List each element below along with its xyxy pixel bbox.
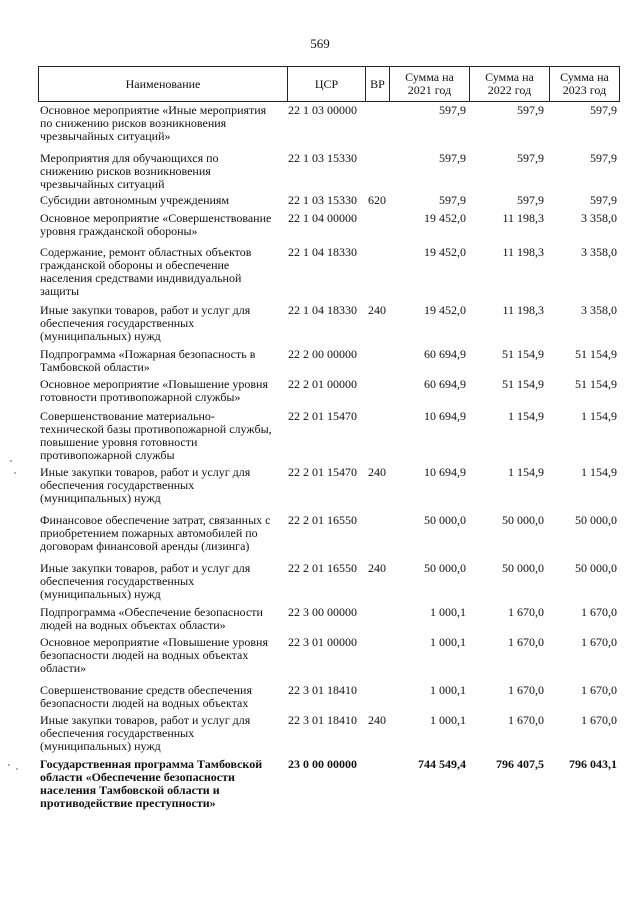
row-name-line: обеспечения государственных bbox=[40, 726, 195, 740]
row-name-line: Подпрограмма «Пожарная безопасность в bbox=[40, 347, 256, 361]
row-sum-2023: 597,9 bbox=[590, 103, 617, 117]
row-name-line: области» bbox=[40, 661, 87, 675]
row-sum-2021: 10 694,9 bbox=[424, 409, 466, 423]
header-csr: ЦСР bbox=[287, 67, 365, 101]
row-csr: 22 1 03 15330 bbox=[288, 193, 357, 207]
row-sum-2021: 19 452,0 bbox=[424, 211, 466, 225]
row-name-line: чрезвычайных ситуаций bbox=[40, 177, 165, 191]
row-csr: 22 1 03 00000 bbox=[288, 103, 357, 117]
row-sum-2021: 50 000,0 bbox=[424, 513, 466, 527]
row-name bbox=[40, 758, 280, 810]
row-name-line: (муниципальных) нужд bbox=[40, 329, 161, 343]
row-csr: 22 3 01 00000 bbox=[288, 635, 357, 649]
row-csr: 22 2 01 00000 bbox=[288, 377, 357, 391]
row-sum-2022: 597,9 bbox=[517, 103, 544, 117]
row-name-line: Содержание, ремонт областных объектов bbox=[40, 245, 252, 259]
row-sum-2021: 60 694,9 bbox=[424, 377, 466, 391]
row-name bbox=[40, 194, 280, 207]
row-vr: 620 bbox=[368, 193, 386, 207]
row-csr: 22 1 04 00000 bbox=[288, 211, 357, 225]
row-name bbox=[40, 514, 280, 553]
row-csr: 22 3 01 18410 bbox=[288, 713, 357, 727]
row-name bbox=[40, 684, 280, 710]
row-sum-2023: 3 358,0 bbox=[581, 211, 617, 225]
row-sum-2023: 50 000,0 bbox=[575, 513, 617, 527]
row-name-line: Иные закупки товаров, работ и услуг для bbox=[40, 561, 251, 575]
row-vr: 240 bbox=[368, 465, 386, 479]
row-csr: 22 1 03 15330 bbox=[288, 151, 357, 165]
row-sum-2022: 51 154,9 bbox=[502, 377, 544, 391]
row-name-line: уровня гражданской обороны» bbox=[40, 224, 198, 238]
row-sum-2021: 10 694,9 bbox=[424, 465, 466, 479]
header-year-2022 bbox=[469, 67, 549, 101]
row-sum-2022: 597,9 bbox=[517, 193, 544, 207]
row-name-line: приобретением пожарных автомобилей по bbox=[40, 526, 258, 540]
row-name bbox=[40, 410, 280, 462]
row-name-line: безопасности людей на водных объектах bbox=[40, 696, 249, 710]
row-sum-2022: 50 000,0 bbox=[502, 513, 544, 527]
row-name-line: обеспечения государственных bbox=[40, 316, 195, 330]
row-name-line: Основное мероприятие «Повышение уровня bbox=[40, 635, 268, 649]
row-name bbox=[40, 152, 280, 191]
row-sum-2023: 1 154,9 bbox=[581, 409, 617, 423]
row-name-line: области «Обеспечение безопасности bbox=[40, 770, 235, 784]
header-year-2023-line1: Сумма на bbox=[560, 70, 609, 84]
row-name-line: Основное мероприятие «Повышение уровня bbox=[40, 377, 268, 391]
row-name-line: Основное мероприятие «Совершенствование bbox=[40, 211, 272, 225]
header-year-2021-line1: Сумма на bbox=[405, 70, 454, 84]
row-name-line: Финансовое обеспечение затрат, связанных с bbox=[40, 513, 271, 527]
row-sum-2023: 51 154,9 bbox=[575, 347, 617, 361]
row-sum-2023: 3 358,0 bbox=[581, 245, 617, 259]
row-name-line: защиты bbox=[40, 284, 80, 298]
row-sum-2021: 60 694,9 bbox=[424, 347, 466, 361]
table-header bbox=[38, 66, 620, 102]
row-sum-2023: 1 670,0 bbox=[581, 713, 617, 727]
row-csr: 22 1 04 18330 bbox=[288, 245, 357, 259]
row-name-line: Подпрограмма «Обеспечение безопасности bbox=[40, 605, 263, 619]
scan-speck bbox=[16, 768, 18, 770]
scan-speck bbox=[10, 460, 12, 462]
row-name bbox=[40, 714, 280, 753]
row-name-line: Совершенствование средств обеспечения bbox=[40, 683, 252, 697]
row-sum-2023: 1 670,0 bbox=[581, 635, 617, 649]
row-name bbox=[40, 246, 280, 298]
row-sum-2022: 1 670,0 bbox=[508, 605, 544, 619]
row-name-line: (муниципальных) нужд bbox=[40, 491, 161, 505]
row-name-line: по снижению рисков возникновения bbox=[40, 116, 227, 130]
row-name bbox=[40, 212, 280, 238]
row-csr: 22 3 00 00000 bbox=[288, 605, 357, 619]
row-csr: 22 2 01 16550 bbox=[288, 513, 357, 527]
row-csr: 22 2 01 16550 bbox=[288, 561, 357, 575]
row-name-line: безопасности людей на водных объектах bbox=[40, 648, 249, 662]
row-name-line: снижению рисков возникновения bbox=[40, 164, 211, 178]
row-name-line: договорам финансовой аренды (лизинга) bbox=[40, 539, 250, 553]
row-csr: 22 2 01 15470 bbox=[288, 409, 357, 423]
row-sum-2023: 3 358,0 bbox=[581, 303, 617, 317]
row-vr: 240 bbox=[368, 303, 386, 317]
row-sum-2023: 1 670,0 bbox=[581, 605, 617, 619]
row-csr: 22 2 01 15470 bbox=[288, 465, 357, 479]
row-name-line: людей на водных объектах области» bbox=[40, 618, 226, 632]
header-year-2023-line2: 2023 год bbox=[562, 83, 607, 97]
header-year-2022-line2: 2022 год bbox=[487, 83, 532, 97]
row-name-line: Иные закупки товаров, работ и услуг для bbox=[40, 465, 251, 479]
row-name bbox=[40, 104, 280, 143]
row-name bbox=[40, 378, 280, 404]
header-vr: ВР bbox=[365, 67, 389, 101]
row-sum-2021: 597,9 bbox=[439, 103, 466, 117]
row-csr: 23 0 00 00000 bbox=[288, 757, 357, 771]
page-number: 569 bbox=[310, 36, 330, 51]
row-sum-2021: 19 452,0 bbox=[424, 303, 466, 317]
row-name-line: (муниципальных) нужд bbox=[40, 739, 161, 753]
row-name-line: готовности противопожарной службы» bbox=[40, 390, 241, 404]
row-sum-2022: 11 198,3 bbox=[502, 303, 544, 317]
row-sum-2021: 1 000,1 bbox=[430, 635, 466, 649]
row-sum-2023: 1 670,0 bbox=[581, 683, 617, 697]
row-name-line: Иные закупки товаров, работ и услуг для bbox=[40, 303, 251, 317]
row-sum-2022: 1 154,9 bbox=[508, 409, 544, 423]
row-name bbox=[40, 562, 280, 601]
row-name-line: чрезвычайных ситуаций» bbox=[40, 129, 171, 143]
row-sum-2023: 796 043,1 bbox=[569, 757, 617, 771]
row-sum-2021: 19 452,0 bbox=[424, 245, 466, 259]
scan-speck bbox=[8, 764, 10, 766]
row-name bbox=[40, 606, 280, 632]
row-vr: 240 bbox=[368, 561, 386, 575]
row-vr: 240 bbox=[368, 713, 386, 727]
row-sum-2022: 51 154,9 bbox=[502, 347, 544, 361]
row-sum-2021: 50 000,0 bbox=[424, 561, 466, 575]
row-name-line: обеспечения государственных bbox=[40, 478, 195, 492]
row-sum-2023: 597,9 bbox=[590, 193, 617, 207]
row-sum-2021: 744 549,4 bbox=[418, 757, 466, 771]
row-name-line: населения средствами индивидуальной bbox=[40, 271, 242, 285]
row-name-line: противопожарной службы bbox=[40, 448, 175, 462]
row-name-line: (муниципальных) нужд bbox=[40, 587, 161, 601]
row-sum-2022: 597,9 bbox=[517, 151, 544, 165]
row-sum-2021: 597,9 bbox=[439, 151, 466, 165]
row-sum-2022: 11 198,3 bbox=[502, 245, 544, 259]
row-sum-2021: 597,9 bbox=[439, 193, 466, 207]
row-sum-2022: 1 670,0 bbox=[508, 683, 544, 697]
row-name-line: технической базы противопожарной службы, bbox=[40, 422, 272, 436]
row-sum-2023: 50 000,0 bbox=[575, 561, 617, 575]
row-name-line: Основное мероприятие «Иные мероприятия bbox=[40, 103, 267, 117]
header-year-2021 bbox=[389, 67, 469, 101]
header-year-2022-line1: Сумма на bbox=[485, 70, 534, 84]
row-sum-2022: 1 670,0 bbox=[508, 635, 544, 649]
row-sum-2022: 50 000,0 bbox=[502, 561, 544, 575]
row-sum-2021: 1 000,1 bbox=[430, 683, 466, 697]
row-name-line: Государственная программа Тамбовской bbox=[40, 757, 263, 771]
row-name-line: повышение уровня готовности bbox=[40, 435, 198, 449]
row-csr: 22 3 01 18410 bbox=[288, 683, 357, 697]
row-name-line: обеспечения государственных bbox=[40, 574, 195, 588]
scan-speck bbox=[14, 472, 16, 474]
row-name-line: Совершенствование материально- bbox=[40, 409, 215, 423]
header-name: Наименование bbox=[125, 76, 201, 91]
header-year-2023 bbox=[549, 67, 619, 101]
row-name-line: Тамбовской области» bbox=[40, 360, 150, 374]
row-name-line: гражданской обороны и обеспечение bbox=[40, 258, 230, 272]
row-sum-2023: 51 154,9 bbox=[575, 377, 617, 391]
row-name bbox=[40, 348, 280, 374]
row-name bbox=[40, 304, 280, 343]
row-sum-2023: 1 154,9 bbox=[581, 465, 617, 479]
row-sum-2023: 597,9 bbox=[590, 151, 617, 165]
row-sum-2022: 796 407,5 bbox=[496, 757, 544, 771]
row-name-line: Субсидии автономным учреждениям bbox=[40, 193, 230, 207]
row-name-line: населения Тамбовской области и bbox=[40, 783, 220, 797]
row-sum-2022: 1 670,0 bbox=[508, 713, 544, 727]
row-csr: 22 1 04 18330 bbox=[288, 303, 357, 317]
row-sum-2021: 1 000,1 bbox=[430, 605, 466, 619]
header-year-2021-line2: 2021 год bbox=[407, 83, 452, 97]
row-csr: 22 2 00 00000 bbox=[288, 347, 357, 361]
row-name-line: противодействие преступности» bbox=[40, 796, 216, 810]
row-name-line: Иные закупки товаров, работ и услуг для bbox=[40, 713, 251, 727]
row-sum-2022: 11 198,3 bbox=[502, 211, 544, 225]
row-name bbox=[40, 636, 280, 675]
row-name-line: Мероприятия для обучающихся по bbox=[40, 151, 219, 165]
row-sum-2022: 1 154,9 bbox=[508, 465, 544, 479]
row-sum-2021: 1 000,1 bbox=[430, 713, 466, 727]
row-name bbox=[40, 466, 280, 505]
